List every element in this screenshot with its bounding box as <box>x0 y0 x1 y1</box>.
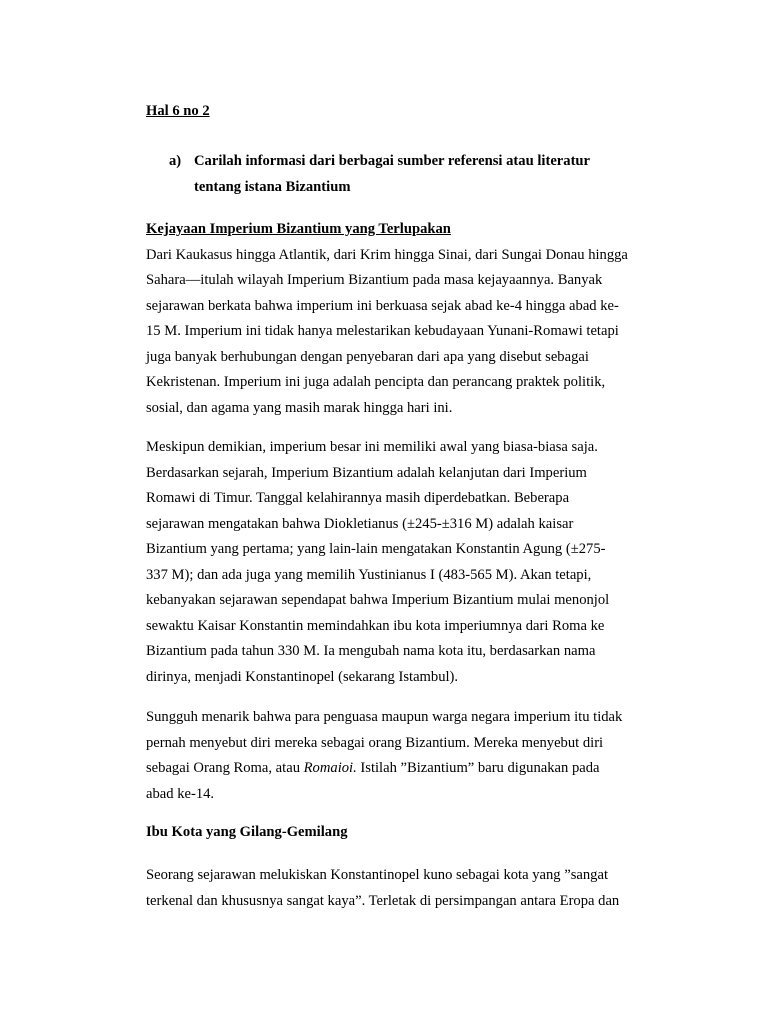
page-label <box>146 99 666 125</box>
text-line: sewaktu Kaisar Konstantin memindahkan ibu kota imperiumnya dari Roma ke <box>146 617 605 634</box>
task-text <box>194 149 590 200</box>
text-line: Berdasarkan sejarah, Imperium Bizantium adalah kelanjutan dari Imperium <box>146 464 587 481</box>
task-marker: a) <box>169 153 182 169</box>
text-line: abad ke-14. <box>146 785 215 802</box>
task-line: tentang istana Bizantium <box>194 178 351 195</box>
text-line: sejarawan berkata bahwa imperium ini berkuasa sejak abad ke-4 hingga abad ke- <box>146 297 619 314</box>
paragraph <box>146 435 666 690</box>
text-line: kebanyakan sejarawan sependapat bahwa Imperium Bizantium mulai menonjol <box>146 592 610 608</box>
text-line: Meskipun demikian, imperium besar ini memiliki awal yang biasa-biasa saja. <box>146 439 598 455</box>
paragraph <box>146 705 666 807</box>
text-line: sejarawan mengatakan bahwa Diokletianus (±245-±316 M) adalah kaisar <box>146 515 574 532</box>
task-line: Carilah informasi dari berbagai sumber referensi atau literatur <box>194 153 591 169</box>
text-line: pernah menyebut diri mereka sebagai orang Bizantium. Mereka menyebut diri <box>146 734 604 751</box>
text-line: Dari Kaukasus hingga Atlantik, dari Krim hingga Sinai, dari Sungai Donau hingga <box>146 246 628 263</box>
text-line: Sahara—itulah wilayah Imperium Bizantium pada masa kejayaannya. Banyak <box>146 272 603 288</box>
section-kejayaan <box>146 217 666 421</box>
page-label-text: Hal 6 no 2 <box>146 103 210 119</box>
text-line: juga banyak berhubungan dengan penyebaran dari apa yang disebut sebagai <box>146 348 589 365</box>
italic-term: Romaioi. <box>303 760 357 776</box>
section-heading: Ibu Kota yang Gilang-Gemilang <box>146 824 348 840</box>
paragraph <box>146 863 666 914</box>
text-line: sosial, dan agama yang masih marak hingga hari ini. <box>146 399 453 416</box>
text-line: Sungguh menarik bahwa para penguasa maupun warga negara imperium itu tidak <box>146 709 623 725</box>
text-line: dirinya, menjadi Konstantinopel (sekarang Istambul). <box>146 668 459 685</box>
text-segment: sebagai Orang Roma, atau <box>146 760 304 776</box>
text-line: 15 M. Imperium ini tidak hanya melestarikan kebudayaan Yunani-Romawi tetapi <box>146 323 619 339</box>
text-line: 337 M); dan ada juga yang memilih Yustinianus I (483-565 M). Akan tetapi, <box>146 566 592 583</box>
section-heading: Kejayaan Imperium Bizantium yang Terlupakan <box>146 221 451 237</box>
text-line: Bizantium pada tahun 330 M. Ia mengubah nama kota itu, berdasarkan nama <box>146 643 596 659</box>
text-line: Romawi di Timur. Tanggal kelahirannya masih diperdebatkan. Beberapa <box>146 490 570 506</box>
paragraph <box>146 243 666 422</box>
text-line: Seorang sejarawan melukiskan Konstantinopel kuno sebagai kota yang ”sangat <box>146 867 609 883</box>
section-ibu-kota-heading <box>146 820 666 846</box>
text-line <box>146 756 666 782</box>
text-line: terkenal dan khususnya sangat kaya”. Terletak di persimpangan antara Eropa dan <box>146 892 620 909</box>
text-line: Kekristenan. Imperium ini juga adalah pencipta dan perancang praktek politik, <box>146 374 606 390</box>
text-segment: Istilah ”Bizantium” baru digunakan pada <box>356 760 600 776</box>
text-line: Bizantium yang pertama; yang lain-lain mengatakan Konstantin Agung (±275- <box>146 541 606 557</box>
